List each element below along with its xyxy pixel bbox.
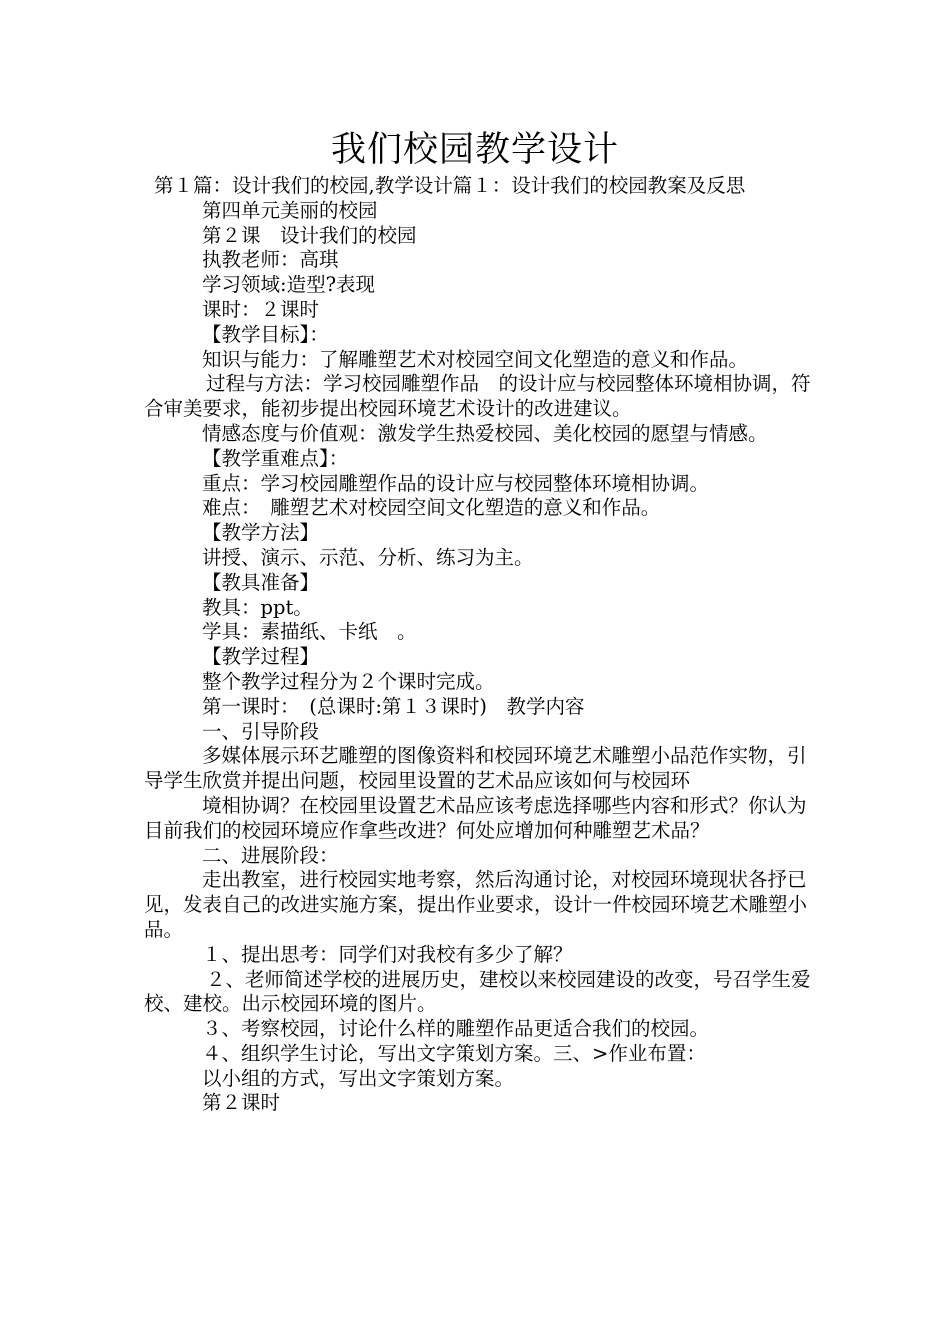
- paragraph: 走出教室，进行校园实地考察，然后沟通讨论，对校园环境现状各抒已见，发表自己的改进实施方案，提出作业要求，设计一件校园环境艺术雕塑小品。: [144, 868, 808, 941]
- paragraph: 知识与能力：了解雕塑艺术对校园空间文化塑造的意义和作品。: [202, 347, 749, 371]
- paragraph: 第１篇：设计我们的校园,教学设计篇１：设计我们的校园教案及反思: [154, 174, 746, 197]
- paragraph: 难点： 雕塑艺术对校园空间文化塑造的意义和作品。: [202, 496, 661, 520]
- paragraph: ４、组织学生讨论，写出文字策划方案。三、>作业布置：: [202, 1041, 706, 1065]
- document-title: 我们校园教学设计: [330, 130, 619, 170]
- paragraph: 讲授、演示、示范、分析、练习为主。: [202, 545, 534, 569]
- paragraph: 【教具准备】: [202, 570, 320, 594]
- paragraph: 情感态度与价值观：激发学生热爱校园、美化校园的愿望与情感。: [202, 421, 768, 445]
- paragraph: 【教学过程】: [202, 645, 320, 669]
- paragraph: 【教学目标】：: [202, 322, 329, 346]
- paragraph: 以小组的方式，写出文字策划方案。: [202, 1066, 515, 1090]
- paragraph: 重点：学习校园雕塑作品的设计应与校园整体环境相协调。: [202, 471, 710, 495]
- paragraph: ２、老师简述学校的进展历史，建校以来校园建设的改变，号召学生爱校、建校。出示校园环境的图片。: [144, 967, 811, 1016]
- paragraph: 一、引导阶段: [202, 719, 320, 743]
- paragraph: 【教学重难点】：: [202, 446, 349, 470]
- paragraph: 学习领域:造型?表现: [202, 273, 376, 297]
- paragraph: 学具：素描纸、卡纸 。: [202, 620, 417, 644]
- paragraph: ３、考察校园，讨论什么样的雕塑作品更适合我们的校园。: [202, 1017, 710, 1041]
- paragraph: 第２课时: [202, 1091, 281, 1115]
- paragraph: 过程与方法：学习校园雕塑作品 的设计应与校园整体环境相协调，符合审美要求，能初步提出校园环境艺术设计的改进建议。: [144, 372, 811, 421]
- paragraph: 教具：ppt。: [202, 595, 313, 619]
- paragraph: 整个教学过程分为２个课时完成。: [202, 669, 495, 693]
- paragraph: 【教学方法】: [202, 521, 320, 545]
- paragraph: 课时：２课时: [202, 297, 320, 321]
- paragraph: 境相协调？在校园里设置艺术品应该考虑选择哪些内容和形式？你认为目前我们的校园环境应作拿些改进？何处应增加何种雕塑艺术品？: [144, 793, 807, 842]
- paragraph: 第四单元美丽的校园: [202, 198, 378, 222]
- paragraph: １、提出思考：同学们对我校有多少了解？: [202, 942, 573, 966]
- paragraph: 多媒体展示环艺雕塑的图像资料和校园环境艺术雕塑小品范作实物，引导学生欣赏并提出问题，校园里设置的艺术品应该如何与校园环: [144, 744, 807, 793]
- paragraph: 二、进展阶段：: [202, 843, 339, 867]
- document-body: [144, 174, 812, 1116]
- paragraph: 第一课时： (总课时:第１３课时) 教学内容: [202, 694, 585, 718]
- paragraph: 执教老师：高琪: [202, 248, 339, 272]
- paragraph: 第２课 设计我们的校园: [202, 223, 417, 247]
